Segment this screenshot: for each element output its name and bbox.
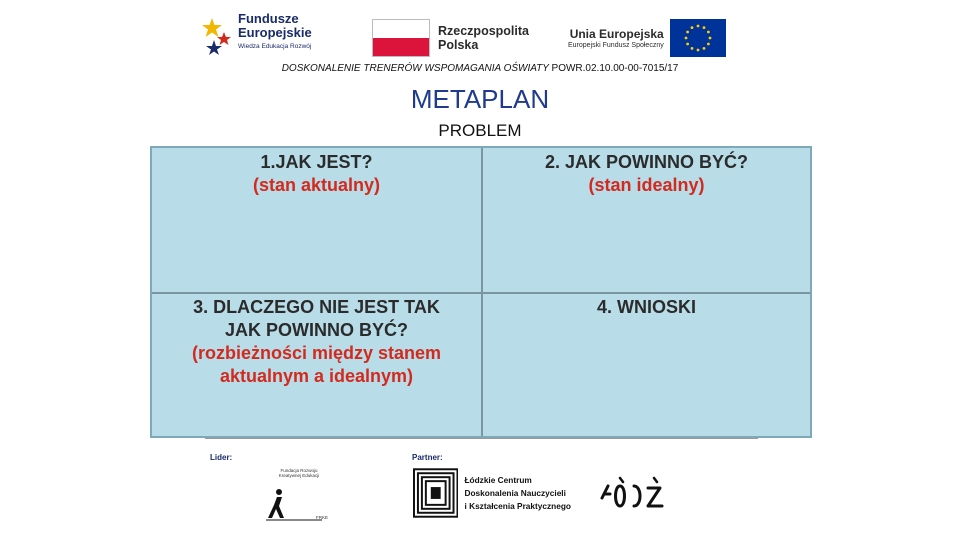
quadrant-3-note-line2: aktualnym a idealnym) [219,366,414,386]
eu-star-icon [707,31,710,34]
eu-star-icon [707,43,710,46]
eu-star-icon [696,25,699,28]
lider-label: Lider: [210,453,233,462]
eu-star-icon [708,37,711,40]
unia-europejska-line2: Europejski Fundusz Społeczny [568,42,664,49]
fundusze-logo-line3: Wiedza Edukacja Rozwój [238,43,312,50]
fundusze-logo-line2: Europejskie [238,25,312,40]
fundusze-stars-icon [202,12,232,60]
eu-star-icon [702,47,705,50]
problem-label: PROBLEM [438,121,522,140]
concentric-squares-icon [413,468,458,518]
quadrant-current-state [152,151,481,197]
quadrant-4-heading: 4. WNIOSKI [596,297,696,317]
quadrant-2-note: (stan idealny) [588,175,705,195]
rzeczpospolita-logo [372,18,542,58]
polish-flag-icon [372,19,430,57]
board-horizontal-divider [152,292,810,294]
partner-label: Partner: [412,453,443,462]
quadrant-1-note: (stan aktualny) [252,175,381,195]
rzeczpospolita-line1: Rzeczpospolita [438,24,529,38]
rzeczpospolita-line2: Polska [438,38,479,52]
lodz-city-logo-icon [598,472,674,512]
eu-star-icon [690,47,693,50]
unia-europejska-line1: Unia Europejska [569,27,664,41]
page-title: METAPLAN [410,84,550,114]
partner-ldc-logo [413,467,571,519]
quadrant-ideal-state [483,151,810,197]
project-code: POWR.02.10.00-00-7015/17 [551,63,679,74]
lider-logo [262,468,328,524]
quadrant-1-heading: 1.JAK JEST? [260,152,373,172]
lider-logo-mark: FRKE [315,515,328,520]
eu-star-icon [686,31,689,34]
unia-europejska-logo [568,18,758,58]
project-subtitle-name: DOSKONALENIE TRENERÓW WSPOMAGANIA OŚWIATY [281,63,549,74]
quadrant-discrepancies [152,296,481,388]
partner-logo-line1: Łódzkie Centrum [464,474,532,485]
quadrant-conclusions [483,296,810,319]
lider-logo-text: Fundacja Rozwoju Kreatywnej Edukacji [278,468,320,478]
eu-star-icon [684,37,687,40]
eu-star-icon [702,26,705,29]
metaplan-board [150,146,812,438]
partner-logo-line2: Doskonalenia Nauczycieli [464,487,566,498]
quadrant-3-heading-line1: 3. DLACZEGO NIE JEST TAK [193,297,440,317]
quadrant-2-heading: 2. JAK POWINNO BYĆ? [544,152,749,172]
partner-logo-line3: i Kształcenia Praktycznego [464,500,571,511]
eu-star-icon [686,43,689,46]
quadrant-3-heading-line2: JAK POWINNO BYĆ? [224,320,408,340]
quadrant-3-note-line1: (rozbieżności między stanem [191,343,442,363]
fundusze-europejskie-logo [202,12,342,62]
project-subtitle [0,63,960,74]
eu-star-icon [690,26,693,29]
fundusze-logo-line1: Fundusze [238,11,299,26]
eu-flag-icon [670,19,726,57]
eu-star-icon [696,49,699,52]
board-base-line [205,438,758,439]
